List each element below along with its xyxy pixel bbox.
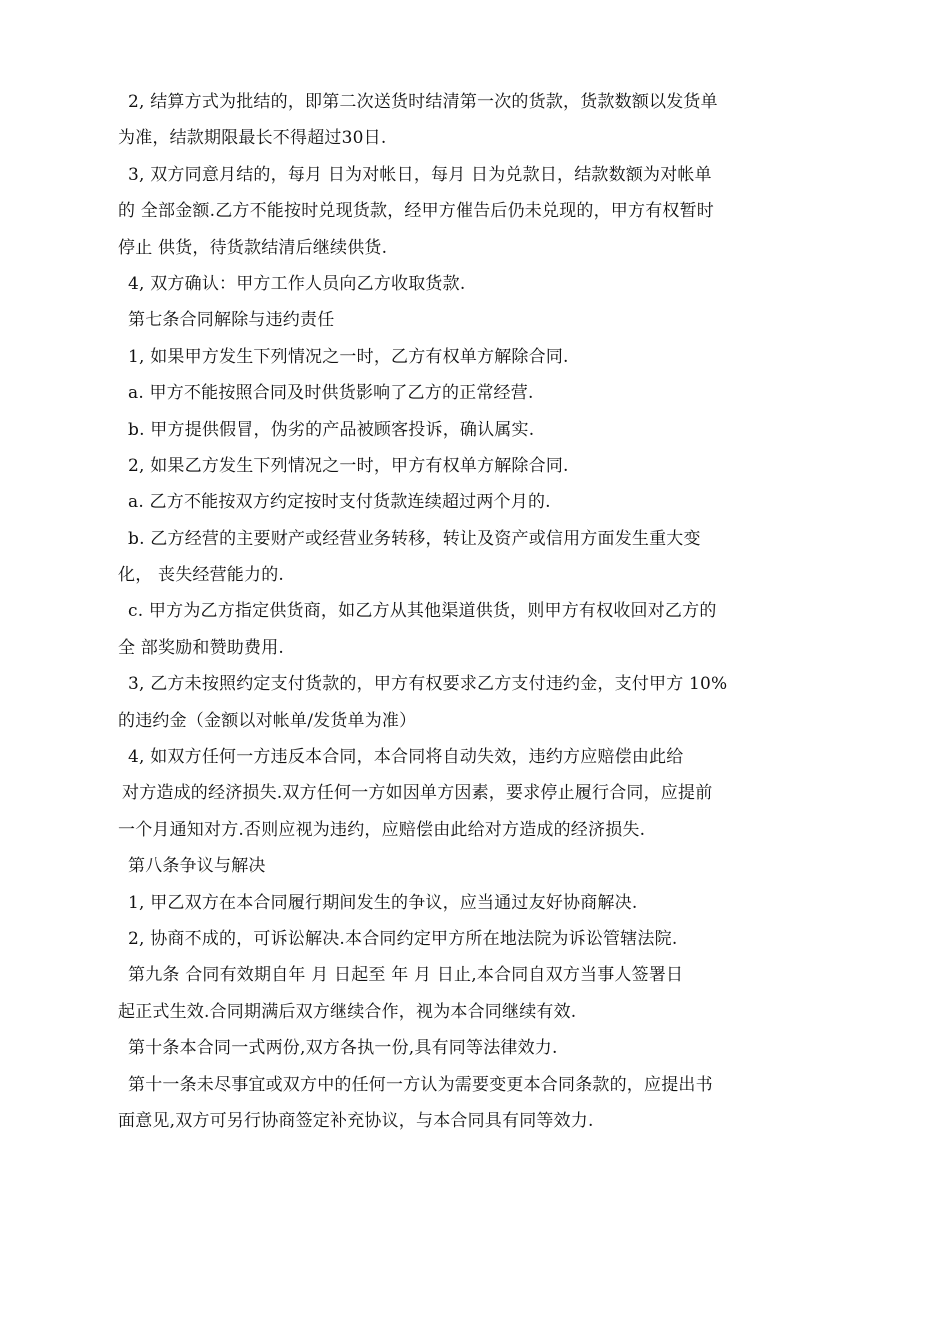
text-line: 化， 丧失经营能力的. [118,565,285,586]
text-line: b. 乙方经营的主要财产或经营业务转移，转让及资产或信用方面发生重大变 [128,528,701,549]
text-line: 第十条本合同一式两份,双方各执一份,具有同等法律效力. [128,1038,558,1059]
text-line: 全 部奖励和赞助费用. [118,637,285,658]
text-line: 2, 如果乙方发生下列情况之一时，甲方有权单方解除合同. [128,455,569,476]
document-body [118,84,838,1139]
section-heading: 第八条争议与解决 [128,856,266,877]
text-line: 面意见,双方可另行协商签定补充协议，与本合同具有同等效力. [118,1110,594,1131]
text-line: 停止 供货，待货款结清后继续供货. [118,237,388,258]
text-line: 1, 甲乙双方在本合同履行期间发生的争议，应当通过友好协商解决. [128,892,638,913]
text-line: 3, 乙方未按照约定支付货款的，甲方有权要求乙方支付违约金，支付甲方 10% [128,674,728,695]
text-line: 3, 双方同意月结的，每月 日为对帐日，每月 日为兑款日，结款数额为对帐单 [128,164,712,185]
text-line: b. 甲方提供假冒，伪劣的产品被顾客投诉，确认属实. [128,419,535,440]
text-line: a. 甲方不能按照合同及时供货影响了乙方的正常经营. [128,383,534,404]
text-line: 对方造成的经济损失.双方任何一方如因单方因素，要求停止履行合同，应提前 [122,783,713,804]
text-line: 2, 结算方式为批结的，即第二次送货时结清第一次的货款，货款数额以发货单 [128,92,718,112]
text-line: a. 乙方不能按双方约定按时支付货款连续超过两个月的. [128,492,551,513]
text-line: 4, 双方确认：甲方工作人员向乙方收取货款. [128,273,466,294]
text-line: 为准，结款期限最长不得超过30日. [118,128,387,149]
text-line: 起正式生效.合同期满后双方继续合作，视为本合同继续有效. [118,1001,577,1022]
text-line: 1, 如果甲方发生下列情况之一时，乙方有权单方解除合同. [128,346,569,367]
text-line: 第九条 合同有效期自年 月 日起至 年 月 日止,本合同自双方当事人签署日 [128,965,684,986]
text-line: c. 甲方为乙方指定供货商，如乙方从其他渠道供货，则甲方有权收回对乙方的 [128,601,717,622]
text-line: 一个月通知对方.否则应视为违约，应赔偿由此给对方造成的经济损失. [118,819,646,840]
text-line: 2, 协商不成的，可诉讼解决.本合同约定甲方所在地法院为诉讼管辖法院. [128,928,678,949]
text-line: 的违约金（金额以对帐单/发货单为准） [118,710,417,731]
text-line: 的 全部金额.乙方不能按时兑现货款，经甲方催告后仍未兑现的，甲方有权暂时 [118,201,715,222]
text-line: 第十一条未尽事宜或双方中的任何一方认为需要变更本合同条款的，应提出书 [128,1074,713,1095]
text-line: 4, 如双方任何一方违反本合同，本合同将自动失效，违约方应赔偿由此给 [128,747,684,768]
section-heading: 第七条合同解除与违约责任 [128,310,335,331]
